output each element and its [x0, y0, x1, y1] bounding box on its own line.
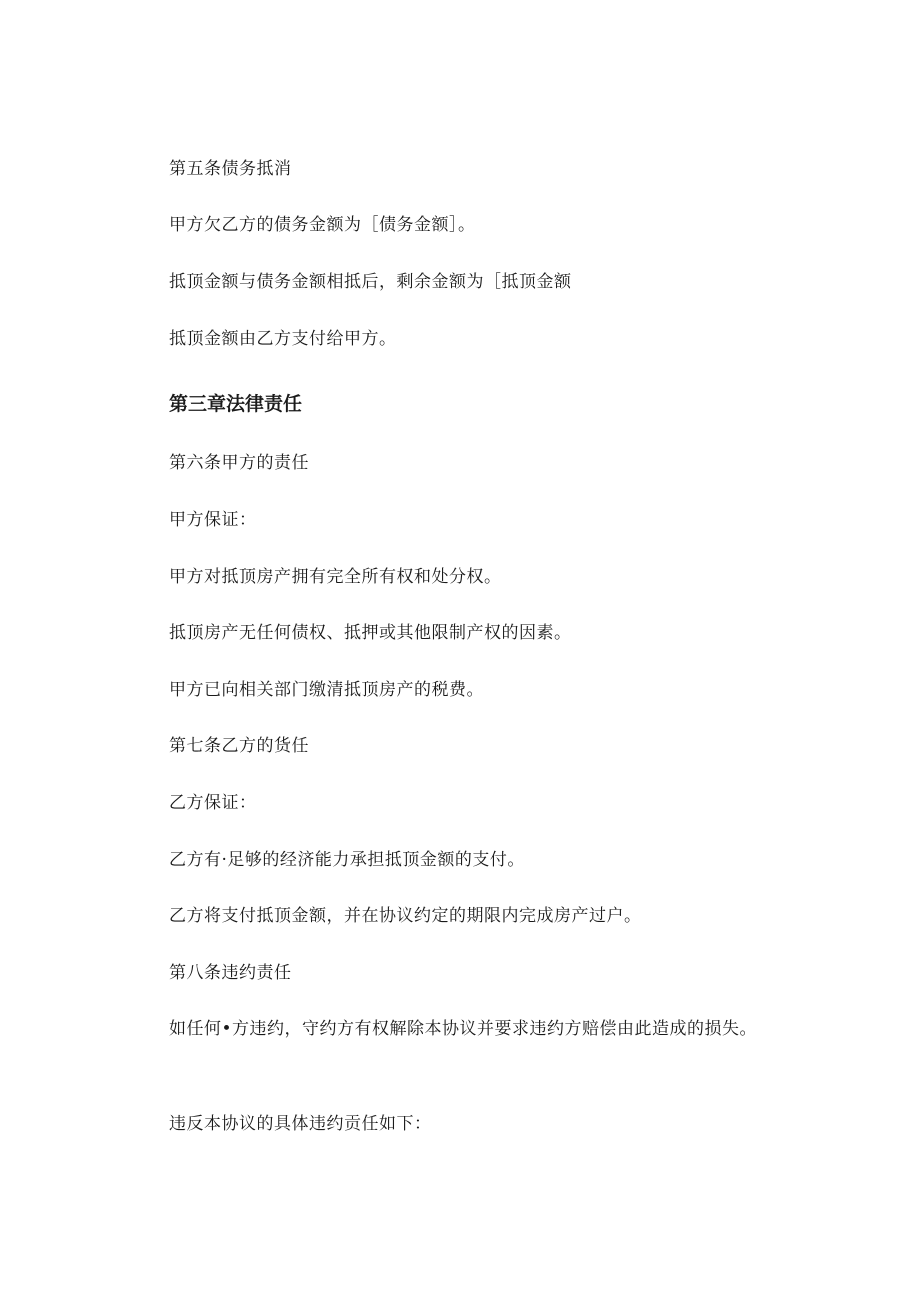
article-7-title: 第七条乙方的货任: [169, 736, 309, 756]
article-8-paragraph-2: 违反本协议的具体违约贡任如下：: [169, 1114, 432, 1134]
chapter-3-heading: 第三章法律责任: [169, 393, 303, 415]
article-5-title: 第五条债务抵消: [169, 159, 292, 179]
article-8-title: 第八条违约责任: [169, 963, 292, 983]
article-6-paragraph-3: 抵顶房产无任何债权、抵押或其他限制产权的因素。: [169, 623, 572, 643]
article-5-paragraph-1: 甲方欠乙方的债务金额为［债务金额］。: [169, 215, 476, 235]
article-5-paragraph-2: 抵顶金额与债务金额相抵后，剩余金额为［抵顶金额: [169, 272, 572, 292]
article-5-paragraph-3: 抵顶金额由乙方支付给甲方。: [169, 329, 397, 349]
article-7-paragraph-3: 乙方将支付抵顶金额，并在协议约定的期限内完成房产过户。: [169, 906, 642, 926]
article-6-title: 第六条甲方的责任: [169, 453, 309, 473]
article-6-paragraph-4: 甲方已向相关部门缴清抵顶房产的税费。: [169, 680, 484, 700]
article-8-paragraph-1: 如任何•方违约，守约方有权解除本协议并要求违约方赔偿由此造成的损失。: [169, 1019, 758, 1039]
article-6-paragraph-1: 甲方保证：: [169, 510, 257, 530]
article-6-paragraph-2: 甲方对抵顶房产拥有完全所有权和处分权。: [169, 567, 502, 587]
article-7-paragraph-2: 乙方有·足够的经济能力承担抵顶金额的支付。: [169, 850, 525, 870]
article-7-paragraph-1: 乙方保证：: [169, 793, 257, 813]
